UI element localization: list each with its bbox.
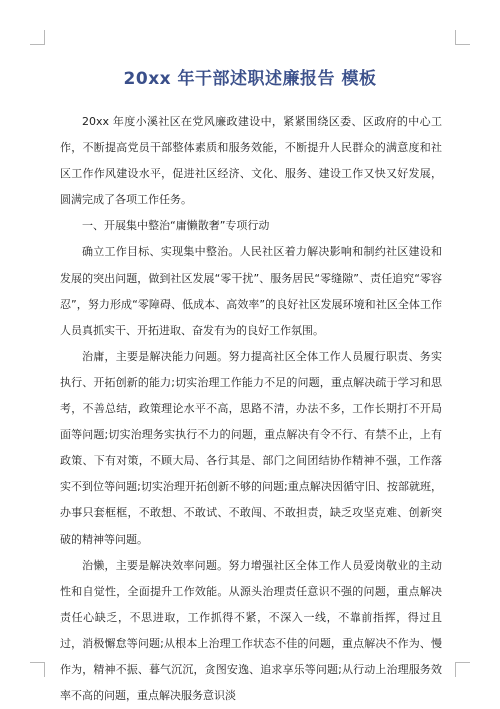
paragraph-goals: 确立工作目标、实现集中整治。人民社区着力解决影响和制约社区建设和发展的突出问题，做到社区发展“零干扰”、服务居民“零缝隙”、责任追究“零容忍”，努力形成“零障碍、低成本、高效率”的良好社区发展环境和社区全体工作人员真抓实干、开拓进取、奋发有为的良好工作氛围。	[60, 245, 442, 337]
page-corner-mark-bottom-left	[30, 662, 45, 677]
page-corner-mark-top-right	[455, 30, 470, 45]
paragraph-zhiyong: 治庸，主要是解决能力问题。努力提高社区全体工作人员履行职责、务实执行、开拓创新的能力;切实治理工作能力不足的问题，重点解决疏于学习和思考，不善总结，政策理论水平不高，思路不清，办法不多，工作长期打不开局面等问题;切实治理务实执行不力的问题，重点解决有令不行、有禁不止，上有政策、下有对策，不顾大局、各行其是、部门之间团结协作精神不强，工作落实不到位等问题;切实治理开拓创新不够的问题;重点解决因循守旧、按部就班，办事只套框框，不敢想、不敢试、不敢闯、不敢担责，缺乏攻坚克难、创新突破的精神等问题。	[60, 349, 442, 546]
paragraph-intro: 20xx 年度小溪社区在党风廉政建设中，紧紧围绕区委、区政府的中心工作，不断提高党员干部整体素质和服务效能，不断提升人民群众的满意度和社区工作作风建设水平，促进社区经济、文化、服务、建设工作又快又好发展，圆满完成了各项工作任务。	[60, 115, 442, 207]
paragraph-zhilan: 治懒，主要是解决效率问题。努力增强社区全体工作人员爱岗敬业的主动性和自觉性，全面提升工作效能。从源头治理责任意识不强的问题，重点解决责任心缺乏，不思进取，工作抓得不紧，不深入一线，不靠前指挥，得过且过，消极懈怠等问题;从根本上治理工作状态不佳的问题，重点解决不作为、慢作为，精神不振、暮气沉沉，贪图安逸、追求享乐等问题;从行动上治理服务效率不高的问题，重点解决服务意识淡	[60, 558, 442, 703]
document-body	[60, 109, 442, 709]
document-title: 20xx 年干部述职述廉报告 模板	[123, 69, 377, 89]
section-heading-1: 一、开展集中整治“庸懒散奢”专项行动	[82, 219, 270, 233]
page-corner-mark-top-left	[30, 30, 45, 45]
page-corner-mark-bottom-right	[455, 662, 470, 677]
